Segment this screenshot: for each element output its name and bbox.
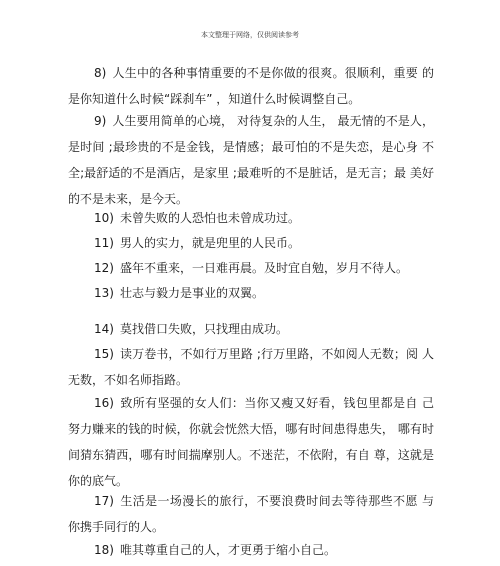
- page-header: 本文整理于网络，仅供阅读参考: [201, 31, 299, 39]
- item-number: 15): [94, 347, 114, 361]
- list-item: [68, 390, 434, 494]
- item-text: 男人的实力，就是兜里的人民币。: [119, 236, 300, 250]
- list-item: [68, 316, 434, 342]
- list-item: [68, 488, 434, 540]
- list-item: [68, 255, 434, 281]
- list-item: [68, 230, 434, 256]
- list-item: [68, 280, 434, 306]
- item-number: 16): [94, 396, 114, 410]
- item-number: 18): [94, 543, 114, 557]
- item-number: 8): [94, 66, 107, 80]
- list-item: [68, 341, 434, 393]
- item-text: 莫找借口失败，只找理由成功。: [119, 322, 288, 336]
- item-number: 14): [94, 322, 114, 336]
- item-number: 9): [94, 114, 107, 128]
- item-number: 11): [94, 236, 114, 250]
- item-text: 唯其尊重自己的人，才更勇于缩小自己。: [119, 543, 336, 557]
- item-text: 壮志与毅力是事业的双翼。: [119, 286, 264, 300]
- list-item: [68, 108, 434, 212]
- item-number: 12): [94, 261, 114, 275]
- item-text: 读万卷书，不如行万里路 ;行万里路，不如阅人无数；阅 人无数，不如名师指路。: [68, 347, 434, 387]
- item-text: 未曾失败的人恐怕也未曾成功过。: [119, 211, 300, 225]
- list-item: [68, 205, 434, 231]
- item-number: 13): [94, 286, 114, 300]
- item-text: 生活是一场漫长的旅行，不要浪费时间去等待那些不愿 与你携手同行的人。: [68, 494, 434, 534]
- list-item: [68, 60, 434, 112]
- item-text: 盛年不重来，一日难再晨。及时宜自勉，岁月不待人。: [119, 261, 408, 275]
- item-text: 致所有坚强的女人们：当你又瘦又好看，钱包里都是自 己努力赚来的钱的时候，你就会恍然大悟，哪有时间患得患失， 哪有时间猜东猜西，哪有时间揣摩别人。不迷茫，不依附，有自 尊，这就是你的底气。: [68, 396, 434, 488]
- item-number: 17): [94, 494, 114, 508]
- item-number: 10): [94, 211, 114, 225]
- item-text: 人生中的各种事情重要的不是你做的很爽。很顺利，重要 的是你知道什么时候“踩刹车” ，知道什么时候调整自己。: [68, 66, 434, 106]
- item-text: 人生要用简单的心境， 对待复杂的人生， 最无情的不是人，是时间 ;最珍贵的不是金钱，是情感；最可怕的不是失恋，是心身 不全;最舒适的不是酒店，是家里 ;最难听的不是脏话，是无言；最 美好的不是未来，是今天。: [68, 114, 434, 206]
- list-item: [68, 537, 434, 563]
